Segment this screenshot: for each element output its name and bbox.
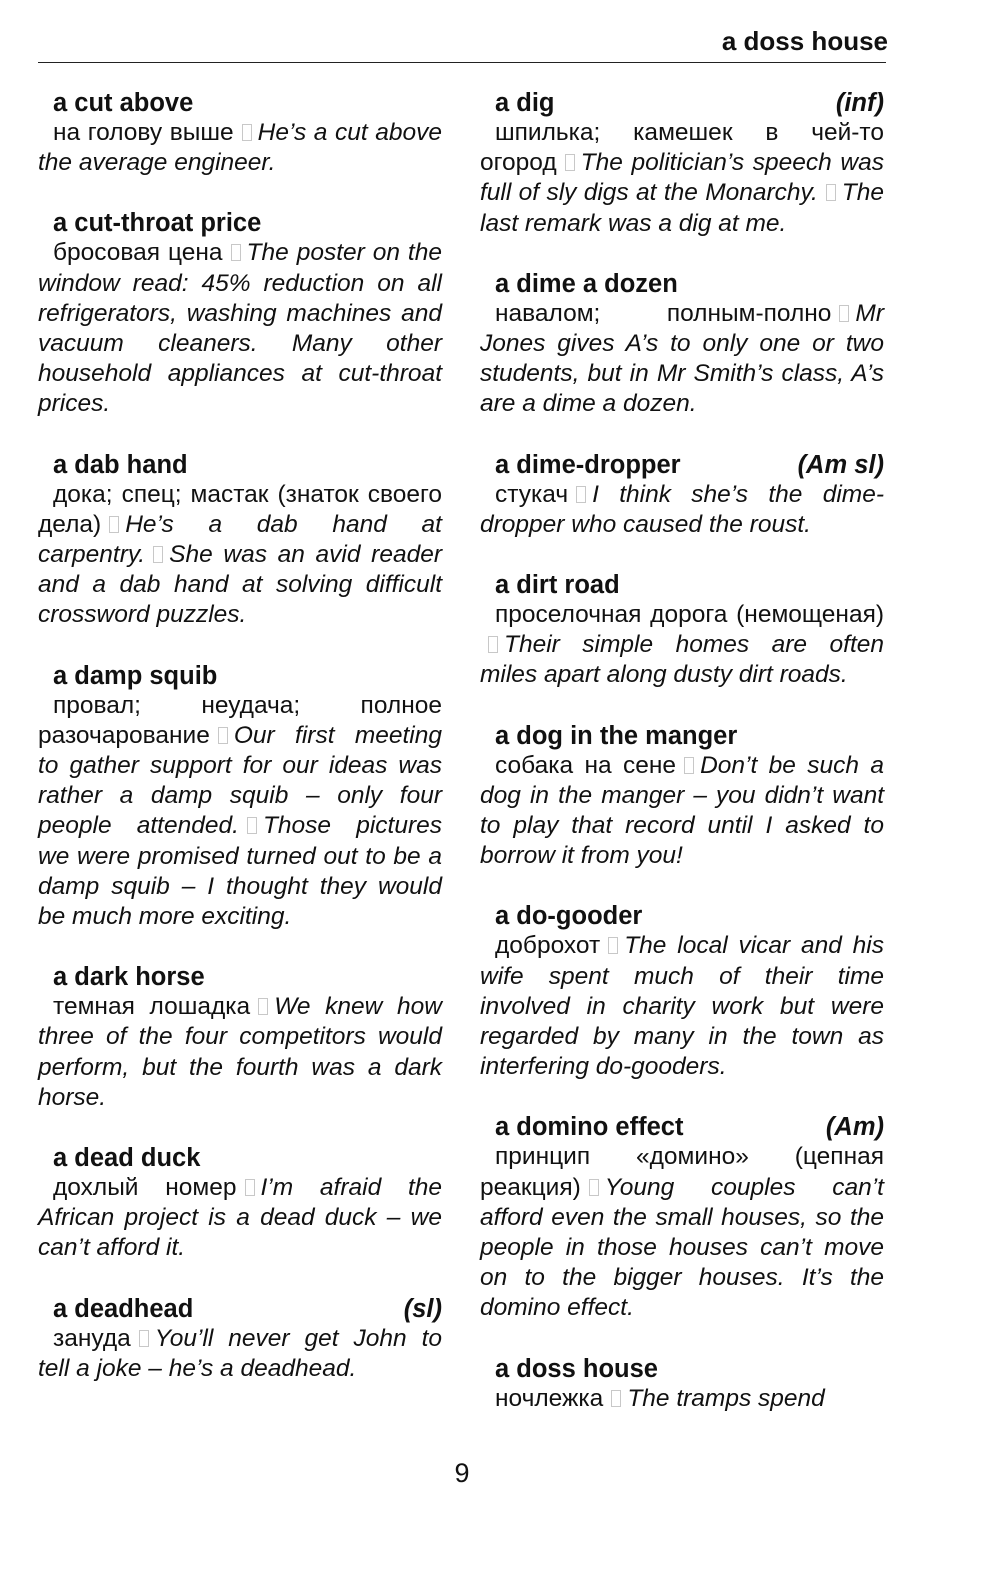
entry-headword-row — [480, 570, 884, 600]
entry-term: a domino effect — [495, 1113, 684, 1142]
entry-headword-row — [38, 450, 442, 480]
example-separator-icon — [826, 184, 836, 201]
example-sentence: The politician’s speech was full of sly digs at the Monarchy. — [480, 149, 884, 207]
entry-body — [480, 600, 884, 691]
entry-translation: дока; спец; мастак (знаток своего дела) — [38, 480, 442, 538]
entry-headword-row — [480, 901, 884, 931]
example-sentence: Their simple homes are often miles apart along dusty dirt roads. — [480, 631, 884, 689]
example-separator-icon — [839, 305, 849, 322]
entry-body — [480, 1142, 884, 1323]
entry-term: a dab hand — [53, 450, 188, 479]
entry-body — [38, 691, 442, 933]
entry-headword-row — [480, 269, 884, 299]
example-separator-icon — [684, 757, 694, 774]
entry-term: a dog in the manger — [495, 721, 738, 750]
example-separator-icon — [153, 546, 163, 563]
entry-translation: ночлежка — [495, 1384, 604, 1412]
usage-label: (Am) — [825, 1113, 884, 1142]
example-separator-icon — [565, 154, 575, 171]
example-sentence: She was an avid reader and a dab hand at solving difficult crossword puzzles. — [38, 541, 442, 629]
entry-body — [38, 1324, 442, 1384]
entry-term: a dirt road — [495, 571, 620, 600]
dictionary-entry — [38, 962, 442, 1113]
entry-translation: доброхот — [495, 932, 601, 960]
example-sentence: Our first meeting to gather support for our ideas was rather a damp squib – only four people attended. — [38, 721, 442, 840]
entry-body — [480, 931, 884, 1082]
example-sentence: Don’t be such a dog in the manger – you didn’t want to play that record until I asked to borrow it from you! — [480, 751, 884, 870]
dictionary-entry — [38, 1143, 442, 1264]
entry-headword-row — [38, 962, 442, 992]
entry-translation: бросовая цена — [53, 239, 223, 267]
example-sentence: The poster on the window read: 45% reduction on all refrigerators, washing machines and vacuum cleaners. Many other household appliances at cut-throat prices. — [38, 239, 442, 418]
dictionary-entry — [38, 661, 442, 933]
entry-headword-row — [38, 1294, 442, 1324]
entry-term: a dime a dozen — [495, 269, 678, 298]
entry-headword-row — [480, 721, 884, 751]
example-separator-icon — [139, 1330, 149, 1347]
entry-headword-row — [480, 450, 884, 480]
entry-body — [38, 118, 442, 178]
example-sentence: Mr Jones gives A’s to only one or two students, but in Mr Smith’s class, A’s are a dime a dozen. — [480, 299, 884, 418]
usage-label: (inf) — [835, 89, 884, 117]
example-sentence: Those pictures we were promised turned out to be a damp squib – I thought they would be much more exciting. — [38, 812, 442, 931]
example-sentence: I think she’s the dime-dropper who caused the roust. — [480, 480, 884, 538]
entry-headword-row — [38, 208, 442, 238]
example-sentence: The tramps spend — [627, 1384, 825, 1412]
entry-translation: зануда — [53, 1324, 131, 1352]
example-separator-icon — [245, 1179, 255, 1196]
entry-translation: на голову выше — [53, 119, 234, 146]
entry-translation: дохлый номер — [53, 1174, 237, 1202]
dictionary-entry — [480, 450, 884, 540]
entry-term: a dead duck — [53, 1144, 201, 1173]
entry-headword-row — [38, 88, 442, 118]
entry-term: a dig — [495, 89, 555, 117]
entry-term: a dime-dropper — [495, 450, 681, 479]
example-separator-icon — [218, 727, 228, 744]
example-sentence: You’ll never get John to tell a joke – he’s a deadhead. — [38, 1324, 442, 1382]
entry-headword-row — [38, 1143, 442, 1173]
entry-term: a damp squib — [53, 661, 218, 690]
example-separator-icon — [231, 244, 241, 261]
entry-term: a dark horse — [53, 963, 205, 992]
example-sentence: He’s a cut above the average engineer. — [38, 119, 442, 177]
page-number: 9 — [454, 1458, 470, 1488]
usage-label: (Am sl) — [797, 450, 884, 479]
example-separator-icon — [488, 636, 498, 653]
usage-label: (sl) — [403, 1294, 442, 1323]
dictionary-entry — [480, 1112, 884, 1323]
entry-translation: принцип «домино» (цепная реакция) — [480, 1143, 884, 1201]
entry-body — [480, 751, 884, 872]
entry-term: a doss house — [495, 1354, 658, 1383]
entry-headword-row — [480, 88, 884, 118]
running-head: a doss house — [721, 26, 888, 56]
dictionary-entry — [38, 1294, 442, 1384]
entry-body — [480, 1384, 884, 1414]
entry-body — [38, 992, 442, 1113]
entry-term: a deadhead — [53, 1294, 194, 1323]
dictionary-entry — [480, 570, 884, 691]
entry-term: a cut above — [53, 89, 194, 117]
entry-headword-row — [38, 661, 442, 691]
entry-translation: темная лошадка — [53, 993, 251, 1021]
example-separator-icon — [258, 998, 268, 1015]
dictionary-entry — [480, 88, 884, 239]
entry-translation: провал; неудача; полное разочарование — [38, 691, 442, 749]
example-separator-icon — [247, 817, 257, 834]
dictionary-entry — [38, 88, 442, 178]
example-separator-icon — [608, 937, 618, 954]
entry-body — [480, 480, 884, 540]
entry-term: a cut-throat price — [53, 209, 262, 238]
example-sentence: The local vicar and his wife spent much of their time involved in charity work but were regarded by many in the town as interfering do-gooders. — [480, 932, 884, 1081]
entry-term: a do-gooder — [495, 902, 643, 931]
entry-body — [38, 480, 442, 631]
dictionary-entry — [38, 208, 442, 419]
dictionary-entry — [480, 901, 884, 1082]
example-separator-icon — [242, 124, 252, 141]
entry-translation: собака на сене — [495, 751, 677, 779]
left-column — [38, 88, 442, 1414]
example-separator-icon — [576, 486, 586, 503]
example-sentence: He’s a dab hand at carpentry. — [38, 510, 442, 569]
example-sentence: We knew how three of the four competitors would perform, but the fourth was a dark horse. — [38, 993, 442, 1111]
entry-translation: шпилька; камешек в чей-то огород — [480, 119, 884, 177]
entry-headword-row — [480, 1112, 884, 1142]
header-rule — [38, 62, 886, 63]
example-separator-icon — [109, 516, 119, 533]
entry-translation: стукач — [495, 480, 569, 508]
entry-translation: навалом; полным-полно — [495, 299, 832, 327]
dictionary-entry — [480, 269, 884, 420]
example-sentence: Young couples can’t afford even the small houses, so the people in those houses can’t move on to the bigger houses. It’s the domino effect. — [480, 1173, 884, 1322]
example-sentence: The last remark was a dig at me. — [480, 179, 884, 237]
entry-translation: проселочная дорога (немощеная) — [495, 601, 884, 629]
dictionary-entry — [480, 721, 884, 872]
example-sentence: I’m afraid the African project is a dead duck – we can’t afford it. — [38, 1174, 443, 1262]
example-separator-icon — [611, 1390, 621, 1407]
entry-body — [38, 238, 442, 419]
right-column — [480, 88, 884, 1444]
dictionary-entry — [38, 450, 442, 631]
entry-body — [480, 299, 884, 420]
entry-body — [38, 1173, 442, 1264]
dictionary-entry — [480, 1354, 884, 1414]
example-separator-icon — [589, 1179, 599, 1196]
entry-headword-row — [480, 1354, 884, 1384]
entry-body — [480, 118, 884, 239]
